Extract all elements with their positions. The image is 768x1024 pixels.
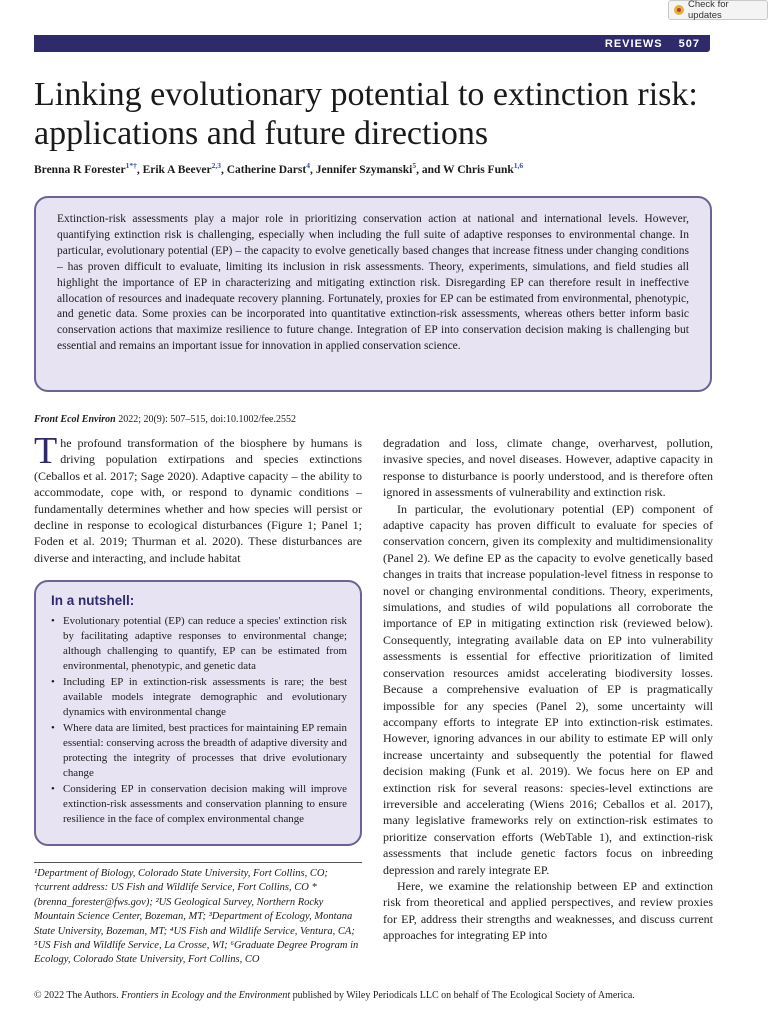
nutshell-item: • Including EP in extinction-risk assessments is rare; the best available models integrate demographic and evolutionary dynamics with environmental change — [49, 675, 347, 720]
check-for-updates-label: Check for updates — [688, 0, 729, 21]
crossmark-icon — [674, 5, 684, 15]
affiliations: ¹Department of Biology, Colorado State University, Fort Collins, CO; †current address: US Fish and Wildlife Service, Fort Collins, CO *(brenna_forester@fws.gov); ²US Geological Survey, Northern Rocky Mountain Science Center, Bozeman, MT; ³Department of Ecology, Montana State University, Bozeman, MT; ⁴US Fish and Wildlife Service, Ventura, CA; ⁵US Fish and Wildlife Service, La Crosse, WI; ⁶Graduate Degree Program in Ecology, Colorado State University, Fort Collins, CO — [34, 868, 359, 966]
citation-line — [34, 414, 374, 425]
author-affiliation-mark: 2,3 — [211, 161, 221, 170]
right-column-body — [383, 435, 713, 944]
nutshell-item: • Where data are limited, best practices for maintaining EP remain essential: conserving across the breadth of adaptive diversity and protecting the integrity of processes that drive evolutionary change — [49, 721, 347, 781]
footer-suffix: published by Wiley Periodicals LLC on behalf of The Ecological Society of America. — [290, 990, 635, 1001]
author-name: W Chris Funk — [443, 163, 514, 176]
check-for-updates-button[interactable] — [668, 0, 768, 20]
author-name: Erik A Beever — [142, 163, 212, 176]
nutshell-title: In a nutshell: — [51, 593, 135, 608]
section-header-bar — [34, 35, 710, 52]
author-affiliation-mark: 1,6 — [513, 161, 524, 170]
author-affiliation-mark: 5 — [412, 161, 417, 170]
abstract-text: Extinction-risk assessments play a major role in prioritizing conservation action at national and international levels. However, quantifying extinction risk is challenging, especially when including the full suite of adaptive responses to environmental change. In particular, evolutionary potential (EP) – the capacity to evolve genetically based changes that increase fitness under changing conditions – has proven difficult to evaluate, limiting its inclusion in risk assessments. Theory, experiments, simulations, and field studies all highlight the importance of EP in characterizing and mitigating extinction risk. Disregarding EP can therefore result in ineffective allocation of resources and inadequate recovery planning. Fortunately, proxies for EP can be estimated from environmental, phenotypic, and genetic data. Some proxies can be incorporated into quantitative extinction-risk assessments, whereas others better inform basic conservation actions that maximize resilience to future change. Integration of EP into conservation decision making is challenging but essential and remains an important issue for innovation in applied conservation science. — [57, 213, 689, 353]
author-separator: , — [309, 163, 316, 176]
footnote-divider — [34, 862, 362, 863]
author-affiliation-mark: 4 — [306, 161, 310, 170]
nutshell-box — [34, 580, 362, 846]
citation-details: 2022; 20(9): 507–515, doi:10.1002/fee.2552 — [115, 414, 296, 425]
author-list — [34, 161, 724, 176]
nutshell-list — [49, 614, 347, 827]
author-separator: , and — [416, 163, 444, 176]
drop-cap: T — [34, 430, 58, 472]
article-title: Linking evolutionary potential to extinction risk: applications and future directions — [34, 76, 698, 152]
abstract-box — [34, 196, 712, 392]
nutshell-item: • Considering EP in conservation decision making will improve extinction-risk assessments and conservation planning to ensure resilience in the face of complex environmental change — [49, 782, 347, 827]
copyright-footer — [34, 990, 734, 1001]
section-label: REVIEWS — [604, 37, 663, 50]
body-paragraph-2: degradation and loss, climate change, overharvest, pollution, invasive species, and novel diseases. However, adaptive capacity in response to disturbance is poorly understood, and is therefore often ignored in assessments of vulnerability and extinction risk. — [383, 436, 713, 500]
author-name: Brenna R Forester — [34, 163, 126, 176]
author-affiliation-mark: 1*† — [125, 161, 137, 170]
body-paragraph-3: In particular, the evolutionary potential (EP) component of adaptive capacity has proven difficult to evaluate for species of conservation concern, given its complexity and multidimensionality (Panel 2). We define EP as the capacity to evolve genetically based changes in traits that increase population-level fitness in response to novel or changing environmental conditions. Theory, experiments, simulations, and studies of wild populations all corroborate the importance of EP in mitigating extinction risk (reviewed below). Consequently, integrating available data on EP into vulnerability assessments is essential for effective prioritization of limited conservation resources amidst accelerating biodiversity losses. Because a comprehensive evaluation of EP is pragmatically impossible for any species (Panel 2), some uncertainty will accompany efforts to integrate EP into extinction-risk estimates. However, ignoring advances in our ability to estimate EP will only increase uncertainty and subsequently the potential for flawed decision making (Funk et al. 2019). We focus here on EP and extinction risk for several reasons: species-level extinctions are irreversible and accelerating (Wiens 2016; Ceballos et al. 2017), many legislative frameworks rely on extinction-risk estimates to prioritize conservation efforts (WebTable 1), and extinction-risk assessments that include genetic factors focus on inbreeding depression and rarely integrate EP. — [383, 501, 713, 877]
body-paragraph-1: he profound transformation of the biosphere by humans is driving population extirpations and species extinctions (Ceballos et al. 2017; Sage 2020). Adaptive capacity – the ability to accommodate, cope with, or respond to dynamic conditions – fundamentally determines whether and how species will persist or decline in response to ecological disturbances (Figure 1; Panel 1; Foden et al. 2019; Thurman et al. 2020). These disturbances are diverse and interacting, and include habitat — [34, 436, 362, 565]
page-number: 507 — [678, 37, 700, 50]
author-separator: , — [220, 163, 227, 176]
author-name: Catherine Darst — [226, 163, 307, 176]
left-column-body — [34, 430, 362, 566]
author-name: Jennifer Szymanski — [315, 163, 413, 176]
citation-journal: Front Ecol Environ — [34, 414, 116, 425]
footer-prefix: © 2022 The Authors. — [34, 990, 122, 1001]
author-separator: , — [136, 163, 143, 176]
body-paragraph-4: Here, we examine the relationship between EP and extinction risk from theoretical and applied perspectives, and review proxies for EP, address their strengths and weaknesses, and discuss current approaches for integrating EP into — [383, 878, 713, 943]
footer-journal: Frontiers in Ecology and the Environment — [121, 990, 291, 1001]
nutshell-item: • Evolutionary potential (EP) can reduce a species' extinction risk by facilitating adaptive responses to environmental change; although challenging to quantify, EP can be estimated from environmental, phenotypic, and genetic data — [49, 614, 347, 674]
